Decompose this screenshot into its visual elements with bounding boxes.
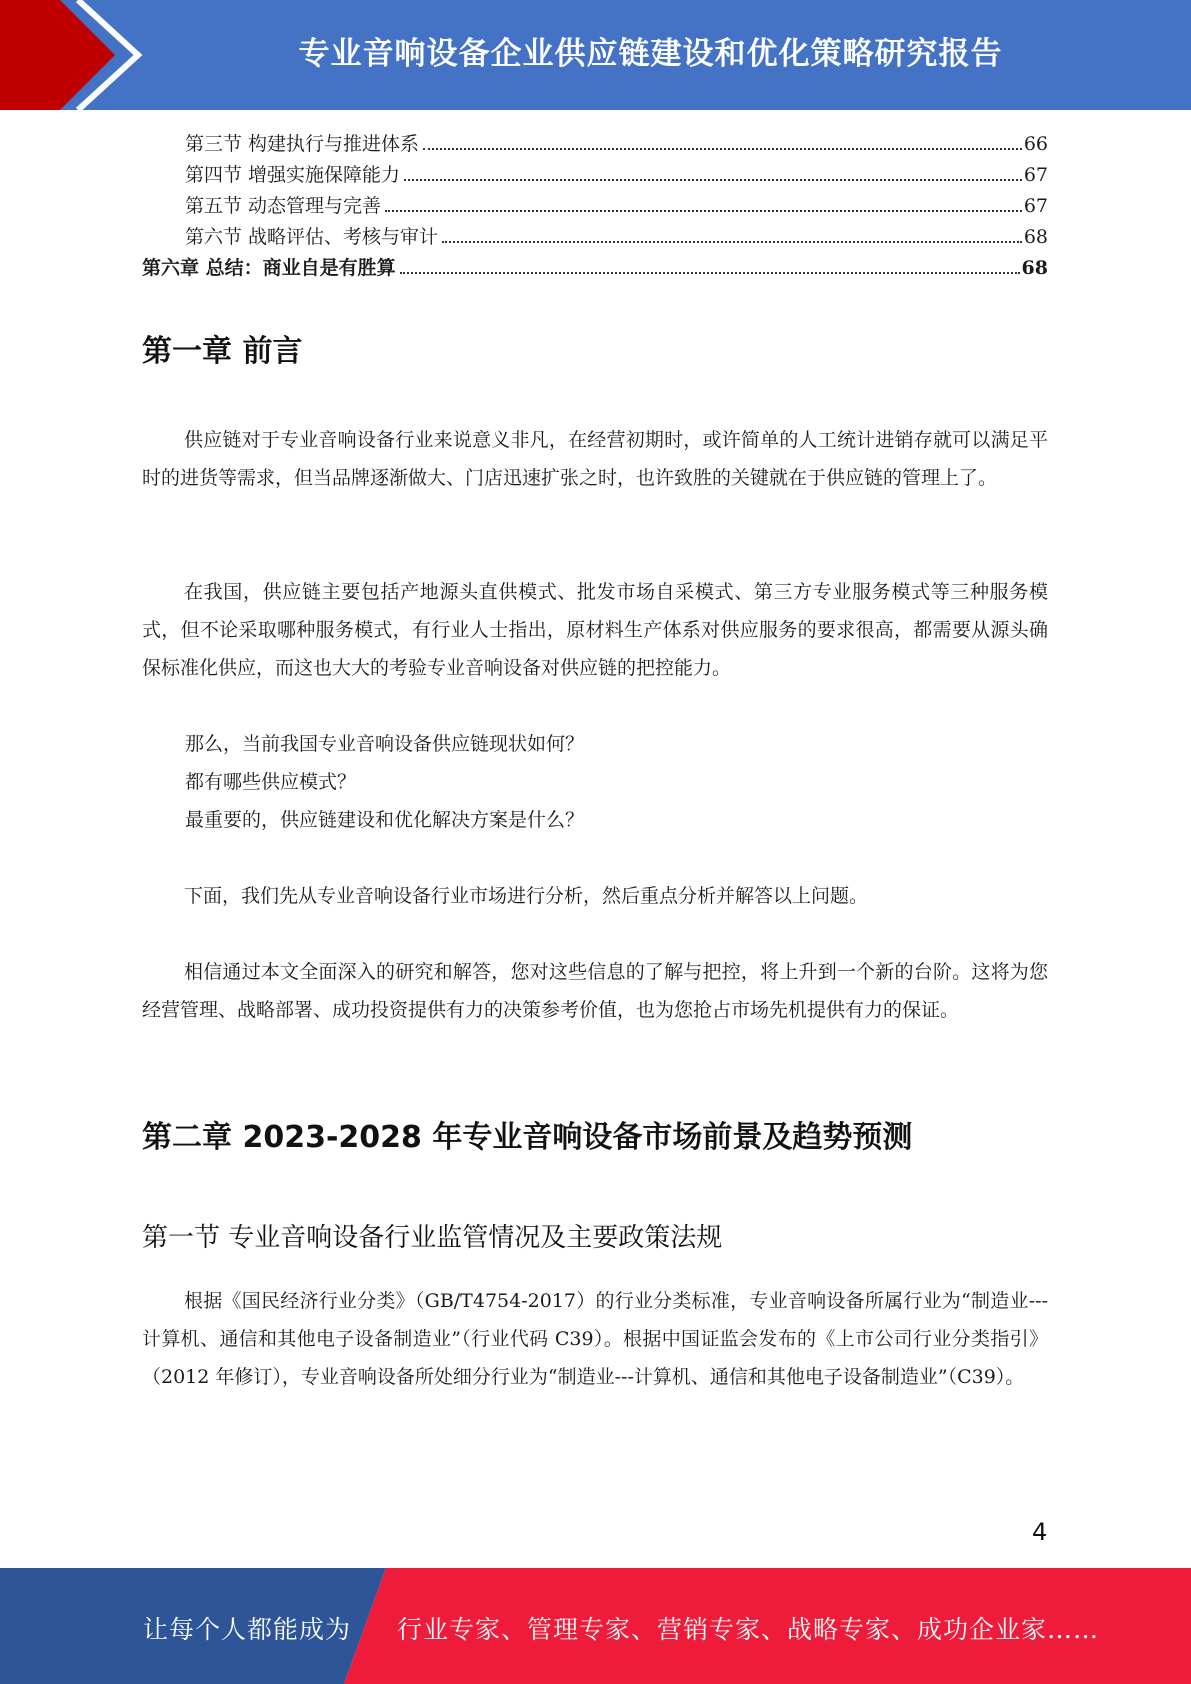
footer-slogan-left: 让每个人都能成为	[143, 1615, 352, 1644]
body-paragraph: 供应链对于专业音响设备行业来说意义非凡，在经营初期时，或许简单的人工统计进销存就可以满足平时的进货等需求，但当品牌逐渐做大、门店迅速扩张之时，也许致胜的关键就在于供应链的管理上了。	[142, 429, 1048, 489]
question-line: 那么，当前我国专业音响设备供应链现状如何？	[185, 733, 585, 755]
toc-entry-title: 第五节 动态管理与完善	[185, 195, 382, 217]
toc-entry-page: 67	[1023, 164, 1048, 186]
toc-entry[interactable]	[142, 222, 1048, 253]
toc-leader-dots	[385, 210, 1022, 212]
toc-leader-dots	[423, 148, 1022, 150]
body-paragraph: 根据《国民经济行业分类》（GB/T4754-2017）的行业分类标准，专业音响设备所属行业为“制造业---计算机、通信和其他电子设备制造业”（行业代码 C39）。根据中国证监会发布的《上市公司行业分类指引》（2012 年修订），专业音响设备所处细分行业为“制造业---计算机、通信和其他电子设备制造业”（C39）。	[142, 1290, 1048, 1388]
chapter-2-heading: 第二章 2023-2028 年专业音响设备市场前景及趋势预测	[142, 1120, 913, 1155]
toc-entry-title: 第六章 总结：商业自是有胜算	[142, 257, 396, 279]
toc-leader-dots	[442, 241, 1022, 243]
section-1-heading: 第一节 专业音响设备行业监管情况及主要政策法规	[142, 1223, 723, 1253]
page-number: 4	[1032, 1518, 1048, 1546]
toc-entry[interactable]	[142, 160, 1048, 191]
toc-entry-title: 第三节 构建执行与推进体系	[185, 133, 420, 155]
body-paragraph: 相信通过本文全面深入的研究和解答，您对这些信息的了解与把控，将上升到一个新的台阶。这将为您经营管理、战略部署、成功投资提供有力的决策参考价值，也为您抢占市场先机提供有力的保证。	[142, 961, 1048, 1021]
footer-slogan-right: 行业专家、管理专家、营销专家、战略专家、成功企业家……	[397, 1615, 1100, 1644]
question-line: 都有哪些供应模式？	[185, 771, 357, 793]
toc-entry[interactable]	[142, 129, 1048, 160]
toc-entry[interactable]	[142, 191, 1048, 222]
toc-entry-page: 67	[1023, 195, 1048, 217]
header-title: 专业音响设备企业供应链建设和优化策略研究报告	[298, 36, 1003, 72]
header-banner	[0, 0, 1191, 110]
toc-entry-page: 68	[1021, 257, 1048, 279]
toc-leader-dots	[404, 179, 1022, 181]
toc-entry-chapter[interactable]	[142, 253, 1048, 284]
toc-entry-title: 第四节 增强实施保障能力	[185, 164, 401, 186]
footer-banner	[0, 1568, 1191, 1684]
toc-entry-page: 68	[1023, 226, 1048, 248]
toc-leader-dots	[400, 272, 1020, 274]
table-of-contents	[142, 129, 1048, 284]
chapter-1-heading: 第一章 前言	[142, 334, 303, 369]
header-arrow-decoration	[0, 0, 160, 110]
toc-entry-title: 第六节 战略评估、考核与审计	[185, 226, 439, 248]
body-paragraph: 在我国，供应链主要包括产地源头直供模式、批发市场自采模式、第三方专业服务模式等三种服务模式，但不论采取哪种服务模式，有行业人士指出，原材料生产体系对供应服务的要求很高，都需要从源头确保标准化供应，而这也大大的考验专业音响设备对供应链的把控能力。	[142, 581, 1048, 679]
question-line: 最重要的，供应链建设和优化解决方案是什么？	[185, 809, 585, 831]
toc-entry-page: 66	[1023, 133, 1048, 155]
body-paragraph: 下面，我们先从专业音响设备行业市场进行分析，然后重点分析并解答以上问题。	[184, 885, 869, 907]
